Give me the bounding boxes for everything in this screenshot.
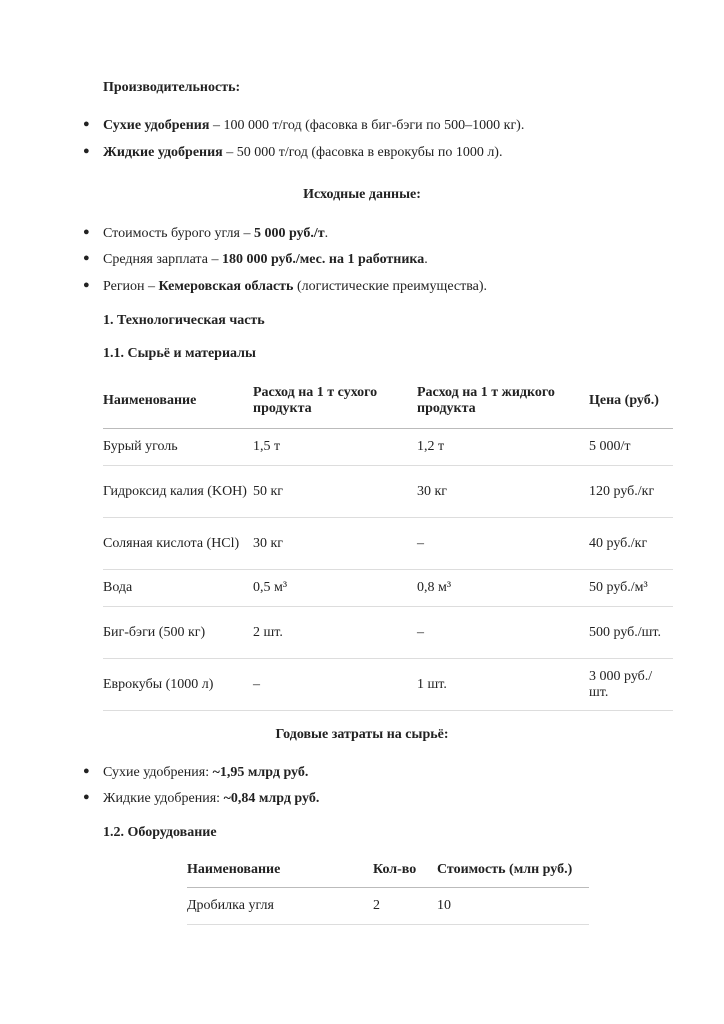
table-cell: 30 кг xyxy=(417,466,589,518)
column-header: Расход на 1 т жидкого продукта xyxy=(417,374,589,429)
item-text: Жидкие удобрения: xyxy=(103,791,224,806)
table-cell: 50 кг xyxy=(253,466,417,518)
table-cell: – xyxy=(417,518,589,570)
table-row xyxy=(187,888,589,925)
bullet-icon: ● xyxy=(83,226,90,238)
table-cell: Биг-бэги (500 кг) xyxy=(103,607,253,659)
item-text: – 50 000 т/год (фасовка в еврокубы по 1000 л). xyxy=(222,145,503,160)
annual-heading: Годовые затраты на сырьё: xyxy=(275,727,449,742)
table-cell: Бурый уголь xyxy=(103,429,253,466)
table-cell: 500 руб./шт. xyxy=(589,607,673,659)
table-cell: 1,5 т xyxy=(253,429,417,466)
table-cell: Еврокубы (1000 л) xyxy=(103,659,253,711)
item-text: – 100 000 т/год (фасовка в биг-бэги по 500–1000 кг). xyxy=(209,118,525,133)
table-cell: 3 000 руб./шт. xyxy=(589,659,673,711)
table-cell: 10 xyxy=(437,888,589,925)
item-value: ~1,95 млрд руб. xyxy=(212,765,309,780)
initial-heading: Исходные данные: xyxy=(303,187,421,202)
table-cell: 0,8 м³ xyxy=(417,570,589,607)
section-1-heading: 1. Технологическая часть xyxy=(103,313,265,328)
section-1-1-heading: 1.1. Сырьё и материалы xyxy=(103,346,256,361)
table-cell: – xyxy=(417,607,589,659)
item-value: 180 000 руб./мес. на 1 работника xyxy=(221,252,425,267)
table-cell: 1 шт. xyxy=(417,659,589,711)
item-suffix: . xyxy=(324,226,329,241)
table-row xyxy=(103,466,673,518)
table-row xyxy=(103,518,673,570)
table-cell: Гидроксид калия (KOH) xyxy=(103,466,253,518)
table-cell: 1,2 т xyxy=(417,429,589,466)
item-label: Сухие удобрения xyxy=(103,118,210,133)
table-header-row xyxy=(187,853,589,888)
column-header: Кол-во xyxy=(373,853,437,888)
bullet-icon: ● xyxy=(83,252,90,264)
item-label: Жидкие удобрения xyxy=(103,145,223,160)
table-cell: Дробилка угля xyxy=(187,888,373,925)
table-cell: Вода xyxy=(103,570,253,607)
table-header-row xyxy=(103,374,673,429)
table-row xyxy=(103,429,673,466)
table-row xyxy=(103,570,673,607)
table-row xyxy=(103,607,673,659)
materials-table xyxy=(103,374,673,711)
table-cell: – xyxy=(253,659,417,711)
item-value: 5 000 руб./т xyxy=(253,226,325,241)
table-cell: 0,5 м³ xyxy=(253,570,417,607)
bullet-icon: ● xyxy=(83,118,90,130)
table-row xyxy=(103,659,673,711)
bullet-icon: ● xyxy=(83,765,90,777)
table-cell: 5 000/т xyxy=(589,429,673,466)
column-header: Расход на 1 т сухого продукта xyxy=(253,374,417,429)
item-value: Кемеровская область xyxy=(158,279,294,294)
column-header: Наименование xyxy=(103,374,253,429)
item-suffix: (логистические преимущества). xyxy=(293,279,488,294)
table-cell: 50 руб./м³ xyxy=(589,570,673,607)
section-1-2-heading: 1.2. Оборудование xyxy=(103,825,217,840)
column-header: Цена (руб.) xyxy=(589,374,673,429)
table-cell: Соляная кислота (HCl) xyxy=(103,518,253,570)
performance-heading: Производительность: xyxy=(103,80,241,95)
equipment-table xyxy=(187,853,589,925)
column-header: Наименование xyxy=(187,853,373,888)
table-cell: 2 шт. xyxy=(253,607,417,659)
item-text: Регион – xyxy=(103,279,159,294)
item-text: Стоимость бурого угля – xyxy=(103,226,254,241)
column-header: Стоимость (млн руб.) xyxy=(437,853,589,888)
item-text: Сухие удобрения: xyxy=(103,765,213,780)
bullet-icon: ● xyxy=(83,791,90,803)
table-cell: 120 руб./кг xyxy=(589,466,673,518)
bullet-icon: ● xyxy=(83,145,90,157)
item-text: Средняя зарплата – xyxy=(103,252,222,267)
item-suffix: . xyxy=(424,252,428,267)
bullet-icon: ● xyxy=(83,279,90,291)
table-cell: 40 руб./кг xyxy=(589,518,673,570)
item-value: ~0,84 млрд руб. xyxy=(223,791,320,806)
table-cell: 30 кг xyxy=(253,518,417,570)
table-cell: 2 xyxy=(373,888,437,925)
